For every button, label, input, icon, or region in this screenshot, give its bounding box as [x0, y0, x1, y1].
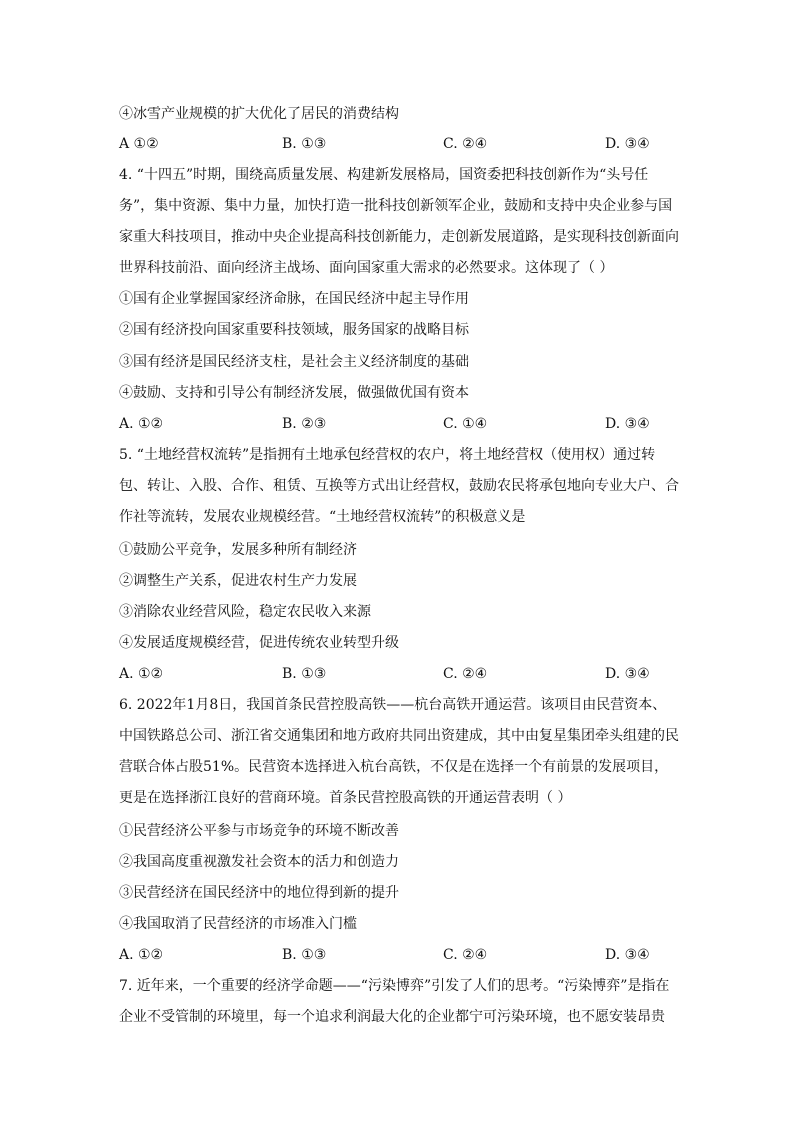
q4-stem: 4. “十四五”时期，围绕高质量发展、构建新发展格局，国资委把科技创新作为“头号任务”，集中资源、集中力量，加快打造一批科技创新领军企业，鼓励和支持中央企业参与国家重大科技项目，推动中央企业提高科技创新能力，走创新发展道路，是实现科技创新面向世界科技前沿、面向经济主战场、面向国家重大需求的必然要求。这体现了（ ） [119, 167, 679, 276]
q4-option-b: B. ②③ [282, 416, 327, 432]
q6-item-1: ①民营经济公平参与市场竞争的环境不断改善 [119, 823, 399, 839]
q5-item-2: ②调整生产关系，促进农村生产力发展 [119, 573, 357, 589]
q4-item-2: ②国有经济投向国家重要科技领域，服务国家的战略目标 [119, 322, 469, 338]
q6-option-c: C. ②④ [443, 947, 488, 963]
q5-stem: 5. “土地经营权流转”是指拥有土地承包经营权的农户，将土地经营权（使用权）通过转包、转让、入股、合作、租赁、互换等方式出让经营权，鼓励农民将承包地向专业大户、合作社等流转，发展农业规模经营。“土地经营权流转”的积极意义是 [119, 447, 679, 525]
q4-item-4: ④鼓励、支持和引导公有制经济发展，做强做优国有资本 [119, 385, 469, 401]
q5-option-c: C. ②④ [443, 666, 488, 682]
q4-option-a: A. ①② [119, 416, 164, 432]
q6-option-b: B. ①③ [282, 947, 327, 963]
q4-option-d: D. ③④ [605, 416, 650, 432]
q3-options [119, 134, 679, 154]
q3-item-4: ④冰雪产业规模的扩大优化了居民的消费结构 [119, 106, 399, 122]
q7-stem: 7. 近年来，一个重要的经济学命题——“污染博弈”引发了人们的思考。“污染博弈”是指在企业不受管制的环境里，每一个追求利润最大化的企业都宁可污染环境，也不愿安装昂贵 [119, 978, 670, 1025]
q5-options [119, 664, 679, 684]
q3-option-b: B. ①③ [282, 136, 327, 152]
q4-options [119, 414, 679, 434]
q3-option-a: A ①② [119, 136, 159, 152]
q6-item-4: ④我国取消了民营经济的市场准入门槛 [119, 916, 357, 932]
q5-item-4: ④发展适度规模经营，促进传统农业转型升级 [119, 635, 399, 651]
q6-item-2: ②我国高度重视激发社会资本的活力和创造力 [119, 854, 399, 870]
q4-item-3: ③国有经济是国民经济支柱，是社会主义经济制度的基础 [119, 354, 469, 370]
q5-option-a: A. ①② [119, 666, 164, 682]
q6-stem: 6. 2022年1月8日，我国首条民营控股高铁——杭台高铁开通运营。该项目由民营资本、中国铁路总公司、浙江省交通集团和地方政府共同出资建成，其中由复星集团牵头组建的民营联合体占股51%。民营资本选择进入杭台高铁，不仅是在选择一个有前景的发展项目，更是在选择浙江良好的营商环境。首条民营控股高铁的开通运营表明（ ） [119, 697, 679, 806]
q6-option-d: D. ③④ [605, 947, 650, 963]
q6-option-a: A. ①② [119, 947, 164, 963]
q6-item-3: ③民营经济在国民经济中的地位得到新的提升 [119, 885, 399, 901]
q3-option-c: C. ②④ [443, 136, 488, 152]
q4-item-1: ①国有企业掌握国家经济命脉，在国民经济中起主导作用 [119, 291, 469, 307]
q5-option-b: B. ①③ [282, 666, 327, 682]
q6-options [119, 945, 679, 965]
q4-option-c: C. ①④ [443, 416, 488, 432]
q5-option-d: D. ③④ [605, 666, 650, 682]
q3-option-d: D. ③④ [605, 136, 650, 152]
q5-item-3: ③消除农业经营风险，稳定农民收入来源 [119, 604, 371, 620]
q5-item-1: ①鼓励公平竞争，发展多种所有制经济 [119, 542, 357, 558]
